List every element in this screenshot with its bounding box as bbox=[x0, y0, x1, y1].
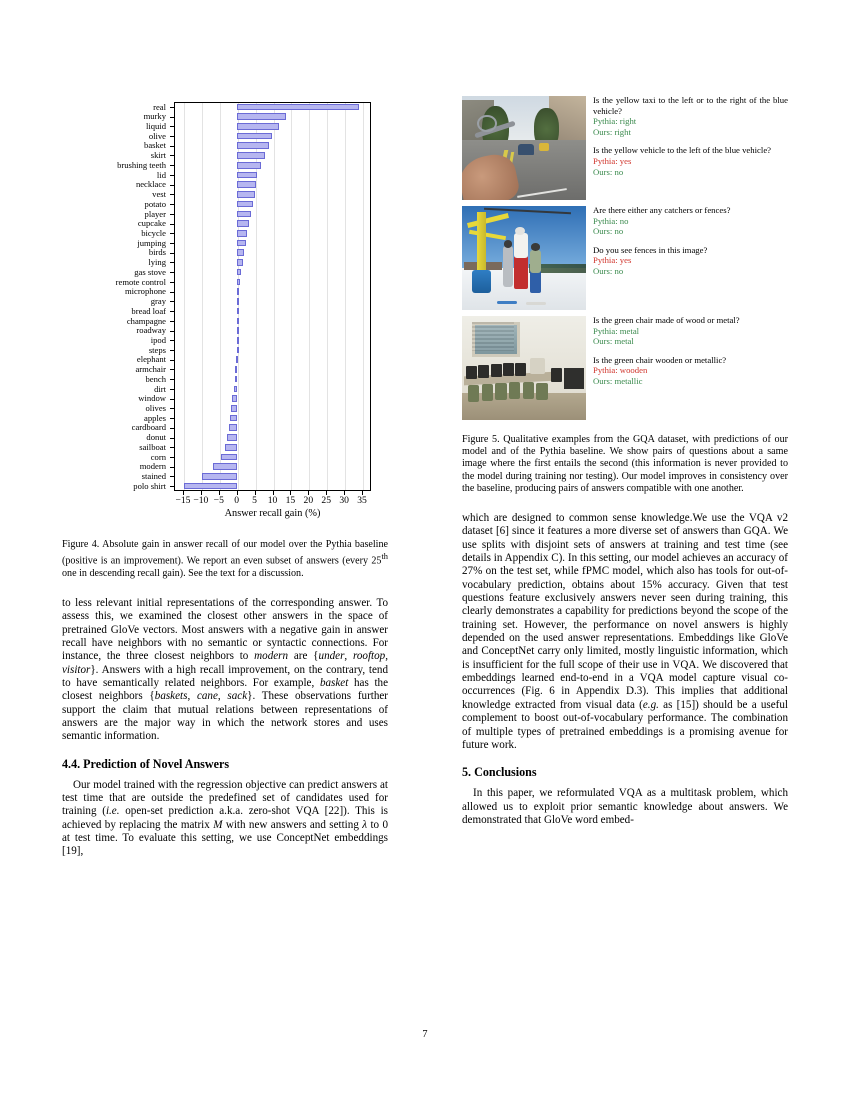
chart-category-label: modern bbox=[139, 461, 166, 472]
chart-bar bbox=[237, 318, 239, 325]
left-column bbox=[62, 96, 388, 859]
q2-pythia-answer: Pythia: yes bbox=[593, 155, 632, 166]
figure-4-caption-part2: one in descending recall gain). See the text for a discussion. bbox=[62, 567, 304, 579]
chart-category-label: armchair bbox=[135, 364, 166, 375]
chart-x-tick bbox=[362, 491, 363, 495]
lp1-it-modern: modern bbox=[254, 650, 289, 663]
chart-bar bbox=[237, 220, 249, 227]
q1-ours-answer: Ours: metal bbox=[593, 336, 634, 347]
chart-x-tick bbox=[290, 491, 291, 495]
chart-bar bbox=[202, 473, 236, 480]
chart-category-label: donut bbox=[146, 432, 166, 443]
chart-category-label: cardboard bbox=[131, 422, 166, 433]
lp1-g: , bbox=[187, 690, 197, 703]
chart-category-label: real bbox=[153, 101, 166, 112]
qa-text-block bbox=[593, 315, 788, 387]
lp2-c: with new answers and setting bbox=[222, 818, 363, 831]
chart-category-label: potato bbox=[144, 198, 166, 209]
figure-5-caption: Figure 5. Qualitative examples from the GQA dataset, with predictions of our model and of the Pythia baseline. We show pairs of questions about a same image where the first entails the second (this information is never provided to the model during training nor testing). Our model improves in consistency over the baseline, producing pairs of answers compatible with one another. bbox=[462, 434, 788, 494]
chart-category-label: champagne bbox=[126, 315, 166, 326]
chart-x-tick bbox=[237, 491, 238, 495]
chart-x-tick bbox=[308, 491, 309, 495]
q1-pythia-answer: Pythia: right bbox=[593, 116, 637, 127]
chart-category-label: window bbox=[138, 393, 166, 404]
chart-category-label: skirt bbox=[150, 150, 166, 161]
chart-category-label: gray bbox=[150, 296, 166, 307]
chart-category-label: polo shirt bbox=[133, 480, 166, 491]
figure-4-caption bbox=[62, 539, 388, 580]
lp1-h: , bbox=[217, 690, 228, 703]
chart-category-label: olives bbox=[145, 403, 166, 414]
chart-category-label: murky bbox=[143, 111, 166, 122]
chart-bar bbox=[235, 366, 237, 373]
chart-bar bbox=[237, 162, 261, 169]
chart-x-tick-label: 30 bbox=[339, 495, 349, 506]
chart-category-label: dirt bbox=[154, 383, 166, 394]
chart-bar bbox=[237, 191, 255, 198]
chart-category-label: steps bbox=[148, 344, 166, 355]
lp2-it-ie: i.e. bbox=[105, 805, 120, 818]
qa-text-block bbox=[593, 205, 788, 277]
chart-category-label: ipod bbox=[150, 334, 166, 345]
lp2-it-lambda: λ bbox=[362, 818, 368, 831]
chart-category-label: lying bbox=[148, 257, 166, 268]
chart-bar bbox=[237, 327, 239, 334]
chart-x-tick-label: −10 bbox=[193, 495, 209, 506]
lp1-i: }. These observations further support the claim that mutual relations between representations of answers are the major way in which the network stores and uses semantic information. bbox=[62, 690, 389, 743]
lp2-d: to 0 at test time. To evaluate this setting, we use ConceptNet embeddings [19], bbox=[62, 818, 388, 858]
qa-example-row bbox=[462, 206, 788, 313]
chart-bar bbox=[237, 337, 239, 344]
rp1-b: as [15]) should be a useful complement to boost out-of-vocabulary performance. The combination of multiple types of pretrained embeddings is a promising avenue for future work. bbox=[462, 698, 788, 751]
chart-bar bbox=[235, 376, 237, 383]
chart-bar bbox=[237, 230, 248, 237]
chart-x-tick bbox=[183, 491, 184, 495]
chart-bars bbox=[174, 102, 371, 491]
chart-category-label: stained bbox=[141, 471, 166, 482]
section-heading-4-4: 4.4. Prediction of Novel Answers bbox=[62, 756, 230, 771]
rp1-it-eg: e.g. bbox=[642, 698, 659, 711]
chart-bar bbox=[237, 172, 258, 179]
q1-ours-answer: Ours: no bbox=[593, 226, 624, 237]
chart-category-label: vest bbox=[152, 189, 166, 200]
question-2: Is the green chair wooden or metallic? bbox=[593, 354, 727, 365]
chart-bar bbox=[237, 142, 269, 149]
chart-category-label: corn bbox=[150, 451, 166, 462]
chart-x-tick bbox=[344, 491, 345, 495]
chart-bar bbox=[237, 181, 256, 188]
lp1-c: , bbox=[344, 650, 353, 663]
lp2-it-M: M bbox=[213, 818, 223, 831]
chart-x-tick-label: −15 bbox=[175, 495, 191, 506]
chart-bar bbox=[237, 240, 246, 247]
chart-y-axis-labels bbox=[62, 102, 170, 491]
lp1-it-under: under bbox=[318, 650, 345, 663]
computer-classroom-with-green-chairs-image bbox=[462, 316, 586, 420]
chart-x-tick-label: 5 bbox=[252, 495, 257, 506]
chart-category-label: olive bbox=[148, 130, 166, 141]
children-skiing-at-lift-image bbox=[462, 206, 586, 310]
chart-category-label: necklace bbox=[135, 179, 166, 190]
chart-category-label: bicycle bbox=[141, 227, 166, 238]
figure-5 bbox=[462, 96, 788, 423]
chart-x-tick bbox=[219, 491, 220, 495]
question-1: Are there either any catchers or fences? bbox=[593, 205, 731, 215]
chart-bar bbox=[230, 415, 236, 422]
q2-pythia-answer: Pythia: wooden bbox=[593, 365, 648, 376]
chart-category-label: birds bbox=[148, 247, 166, 258]
chart-x-tick bbox=[255, 491, 256, 495]
lp1-f: has the closest neighbors { bbox=[62, 677, 389, 703]
q1-ours-answer: Ours: right bbox=[593, 126, 631, 137]
left-paragraph-2 bbox=[62, 779, 388, 859]
chart-bar bbox=[225, 444, 237, 451]
chart-bar bbox=[237, 288, 240, 295]
chart-category-label: liquid bbox=[145, 121, 166, 131]
chart-bar bbox=[237, 152, 265, 159]
chart-category-label: basket bbox=[144, 140, 166, 151]
chart-bar bbox=[237, 104, 359, 111]
question-2: Is the yellow vehicle to the left of the blue vehicle? bbox=[593, 145, 772, 156]
chart-bar bbox=[237, 211, 251, 218]
lp1-d: , bbox=[385, 650, 389, 663]
chart-bar bbox=[229, 424, 237, 431]
figure-4-caption-part1: Figure 4. Absolute gain in answer recall of our model over the Pythia baseline (positive is an improvement). We report an even subset of answers (every 25 bbox=[62, 539, 388, 567]
lp1-e: }. Answers with a high recall improvement, on the contrary, tend to have semantically related neighbors. For example, bbox=[62, 663, 388, 690]
chart-category-label: player bbox=[144, 208, 166, 219]
q2-ours-answer: Ours: no bbox=[593, 265, 624, 276]
lp1-a: to less relevant initial representations of the corresponding answer. To assess this, we examined the closest other answers in the space of pretrained GloVe vectors. Most answers with a negative gain in answer recall have neighbors with no semantic or syntactic connections. For instance, the three closest neighbors to bbox=[62, 596, 388, 663]
chart-bar bbox=[237, 249, 244, 256]
chart-category-label: lid bbox=[156, 169, 166, 180]
chart-x-tick bbox=[273, 491, 274, 495]
chart-bar bbox=[237, 298, 239, 305]
chart-x-tick-label: 35 bbox=[357, 495, 367, 506]
chart-bar bbox=[232, 395, 236, 402]
chart-category-label: brushing teeth bbox=[117, 159, 166, 170]
chart-bar bbox=[237, 279, 241, 286]
question-1: Is the green chair made of wood or metal? bbox=[593, 315, 740, 325]
chart-bar bbox=[231, 405, 236, 412]
lp1-it-sack: sack bbox=[227, 690, 248, 703]
q1-pythia-answer: Pythia: metal bbox=[593, 325, 640, 336]
q2-pythia-answer: Pythia: yes bbox=[593, 255, 632, 266]
rp1-a: which are designed to common sense knowledge.We use the VQA v2 dataset [6] since it features a more diverse set of answers than GQA. We use splits with disjoint sets of answers at training and test time (see details in Appendix C). In this setting, our model achieves an accuracy of 27% on the test set, while fPMC model, which also has tools for out-of-vocabulary prediction, obtains about 15% accuracy. Given that test questions feature exclusively answers never seen during training, this clearly demonstrates a capability for predictions beyond the scope of the training set. However, the performance on novel answers is highly depended on the used answer representations. Embeddings like GloVe and ConceptNet carry only limited, mostly linguistic information, which is insufficient for the full scope of their use in VQA. We discovered that embeddings learned end-to-end in a VQA model capture visual co-occurrences (Fig. 6 in Appendix D.3). This implies that additional knowledge extracted from visual data ( bbox=[462, 512, 788, 711]
figure-4 bbox=[62, 96, 388, 526]
chart-x-tick-label: 0 bbox=[234, 495, 240, 506]
lp2-a: Our model trained with the regression objective can predict answers at test time that are outside the predefined set of candidates used for training ( bbox=[62, 778, 388, 818]
chart-x-tick-label: 25 bbox=[321, 495, 332, 506]
chart-x-tick-label: 10 bbox=[267, 495, 278, 506]
answer-recall-gain-chart bbox=[62, 96, 388, 526]
chart-category-label: remote control bbox=[115, 276, 166, 287]
chart-x-tick bbox=[326, 491, 327, 495]
lp1-it-basket: basket bbox=[319, 677, 349, 690]
chart-bar bbox=[237, 259, 243, 266]
chart-bar bbox=[184, 483, 236, 490]
qa-example-row bbox=[462, 316, 788, 423]
section-heading-5: 5. Conclusions bbox=[462, 765, 537, 780]
chart-category-label: microphone bbox=[124, 286, 166, 297]
lp1-b: are { bbox=[288, 650, 319, 663]
chart-bar bbox=[237, 347, 239, 354]
lp1-it-visitor: visitor bbox=[62, 663, 91, 676]
chart-category-label: cupcake bbox=[137, 218, 166, 229]
chart-category-label: roadway bbox=[136, 325, 166, 336]
chart-bar bbox=[213, 463, 237, 470]
page-number: 7 bbox=[422, 1029, 428, 1040]
chart-x-tick bbox=[201, 491, 202, 495]
figure-4-caption-ordinal: th bbox=[381, 552, 388, 562]
left-paragraph-1 bbox=[62, 597, 388, 744]
question-1: Is the yellow taxi to the left or to the right of the blue vehicle? bbox=[593, 95, 788, 116]
lp1-it-rooftop: rooftop bbox=[352, 650, 386, 663]
street-view-from-bicycle-image bbox=[462, 96, 586, 200]
q2-ours-answer: Ours: no bbox=[593, 166, 624, 177]
right-column bbox=[462, 96, 788, 827]
chart-category-label: elephant bbox=[136, 354, 166, 365]
q1-pythia-answer: Pythia: no bbox=[593, 215, 629, 226]
right-paragraph-1 bbox=[462, 512, 788, 752]
chart-category-label: gas stove bbox=[134, 266, 166, 277]
chart-bar bbox=[237, 113, 287, 120]
chart-bar bbox=[237, 308, 239, 315]
lp1-it-cane: cane bbox=[196, 690, 218, 703]
chart-category-label: bench bbox=[145, 373, 166, 384]
chart-bar bbox=[237, 133, 272, 140]
chart-x-tick-label: 15 bbox=[285, 495, 296, 506]
chart-x-tick-label: 20 bbox=[303, 495, 314, 506]
question-2: Do you see fences in this image? bbox=[593, 244, 708, 255]
chart-bar bbox=[236, 356, 238, 363]
right-paragraph-2: In this paper, we reformulated VQA as a multitask problem, which allowed us to exploit prior semantic knowledge about answers. We demonstrated that GloVe word embed- bbox=[462, 787, 788, 826]
chart-category-label: sailboat bbox=[139, 441, 166, 452]
lp1-it-baskets: baskets bbox=[154, 690, 188, 703]
chart-bar bbox=[237, 123, 279, 130]
chart-category-label: apples bbox=[144, 412, 166, 423]
qa-example-row bbox=[462, 96, 788, 203]
chart-bar bbox=[237, 201, 253, 208]
qa-text-block bbox=[593, 95, 788, 177]
chart-category-label: bread loaf bbox=[131, 305, 166, 316]
chart-bar bbox=[227, 434, 237, 441]
chart-bar bbox=[237, 269, 242, 276]
chart-x-axis-title: Answer recall gain (%) bbox=[224, 508, 321, 519]
chart-bar bbox=[234, 386, 237, 393]
chart-category-label: jumping bbox=[137, 237, 166, 248]
q2-ours-answer: Ours: metallic bbox=[593, 375, 643, 386]
chart-bar bbox=[221, 454, 237, 461]
chart-x-tick-label: −5 bbox=[213, 495, 224, 506]
lp2-b: open-set prediction a.k.a. zero-shot VQA [22]). This is achieved by replacing the matrix bbox=[62, 805, 388, 831]
